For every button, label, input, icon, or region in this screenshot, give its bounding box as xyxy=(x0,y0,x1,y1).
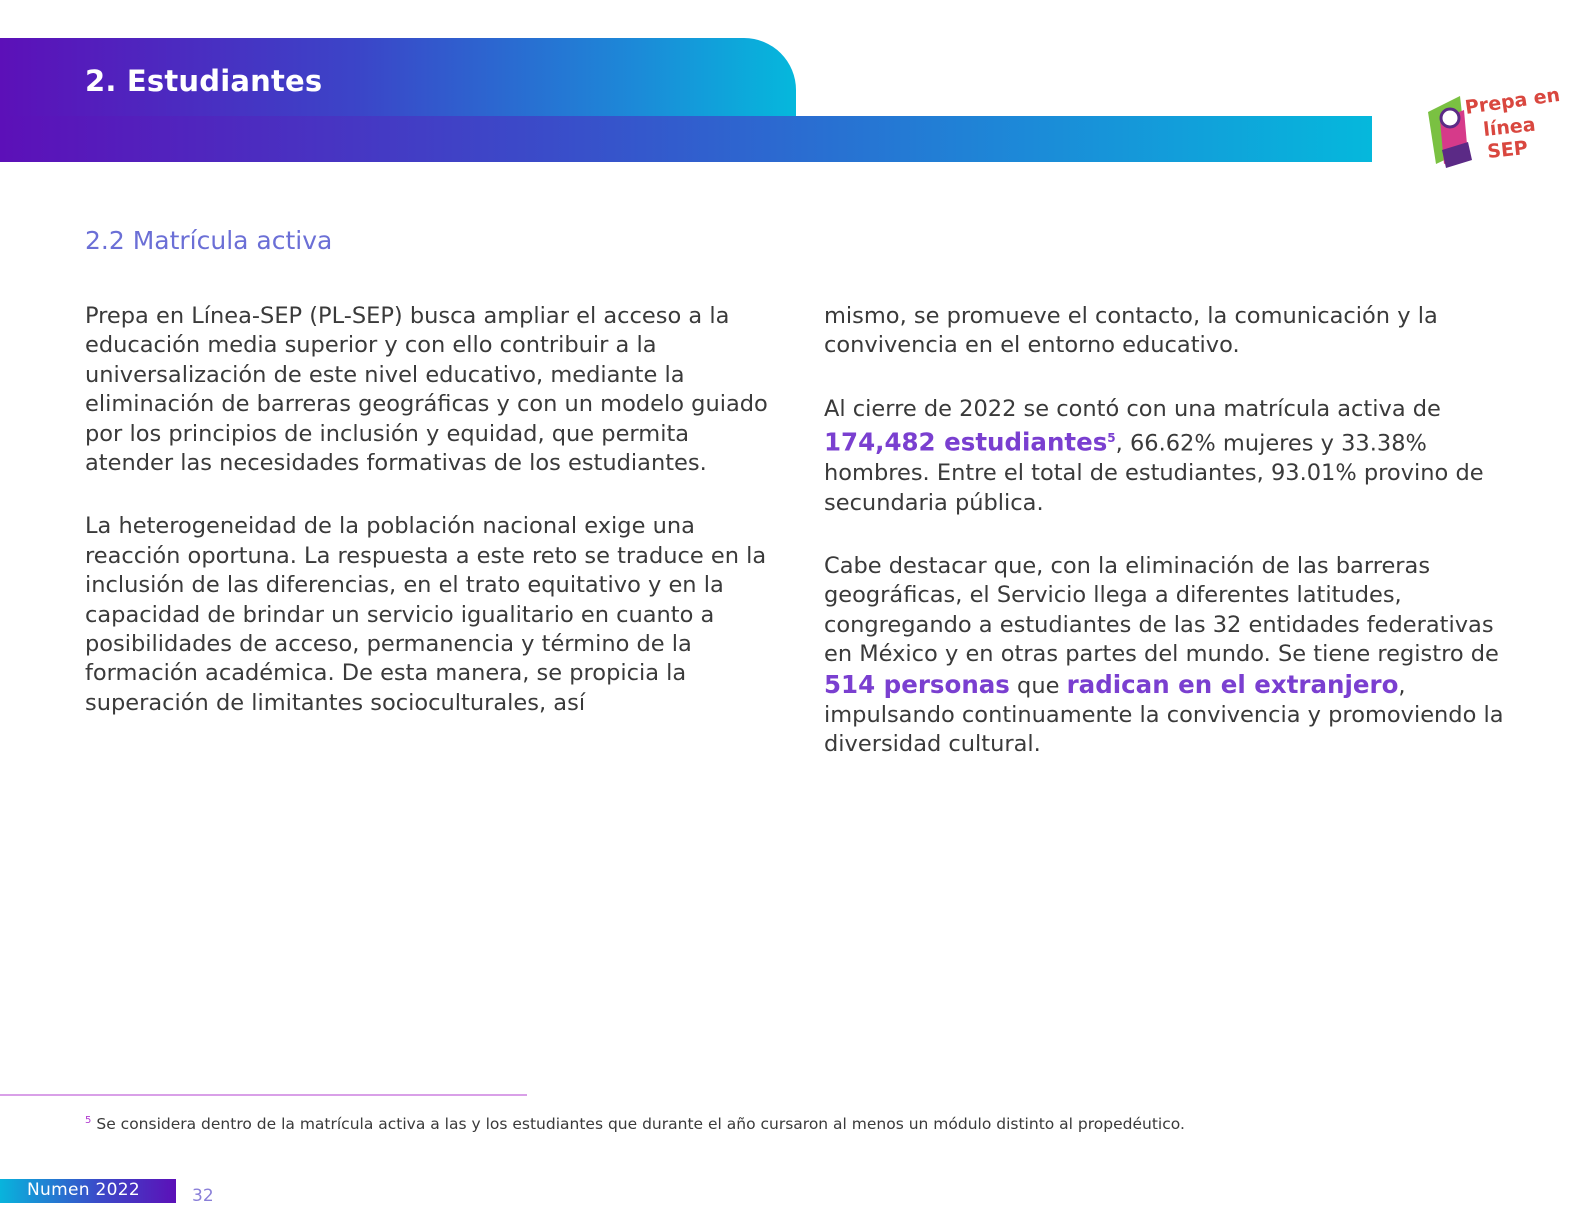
highlight-enrollment-count: 174,482 estudiantes xyxy=(824,427,1108,457)
footnote xyxy=(85,1115,1185,1133)
footnote-reference: 5 xyxy=(1107,431,1116,446)
footnote-mark: 5 xyxy=(85,1115,92,1126)
logo-line-1: Prepa en xyxy=(1463,83,1562,119)
highlight-persons-count: 514 personas xyxy=(824,669,1010,699)
paragraph: La heterogeneidad de la población nacional exige una reacción oportuna. La respuesta a este reto se traduce en la inclusión de las diferencias, en el trato equitativo y en la capacidad de brindar un servicio igualitario en cuanto a posibilidades de acceso, permanencia y término de la formación académica. De esta manera, se propicia la superación de limitantes socioculturales, así xyxy=(85,513,767,716)
logo-line-2: línea xyxy=(1482,113,1537,141)
paragraph-enrollment: Al cierre de 2022 se contó con una matrícula activa de 174,482 estudiantes$^5$, 66.62% mujeres y 33.38% hombres. Entre el total de estudiantes, 93.01% provino de secundaria pública. xyxy=(824,395,1484,516)
header-band-bottom xyxy=(0,116,1372,162)
footnote-text: Se considera dentro de la matrícula activa a las y los estudiantes que durante el año cursaron al menos un módulo distinto al propedéutico. xyxy=(96,1115,1185,1134)
section-title: 2. Estudiantes xyxy=(85,64,323,98)
logo-line-3: SEP xyxy=(1486,136,1529,163)
paragraph: mismo, se promueve el contacto, la comunicación y la convivencia en el entorno educativo. xyxy=(824,303,1438,359)
paragraph: Prepa en Línea-SEP (PL-SEP) busca ampliar el acceso a la educación media superior y con ello contribuir a la universalización de este nivel educativo, mediante la eliminación de barreras geográficas y con un modelo guiado por los principios de inclusión y equidad, que permita atender las necesidades formativas de los estudiantes. xyxy=(85,303,768,477)
subsection-title: 2.2 Matrícula activa xyxy=(85,226,333,255)
highlight-abroad: radican en el extranjero xyxy=(1066,669,1399,699)
footer-label: Numen 2022 xyxy=(27,1180,140,1200)
footnote-divider xyxy=(0,1094,527,1096)
paragraph-abroad: Cabe destacar que, con la eliminación de las barreras geográficas, el Servicio llega a diferentes latitudes, congregando a estudiantes de las 32 entidades federativas en México y en otras partes del mundo. Se tiene registro de 514 personas que radican en el extranjero, impulsando continuamente la convivencia y promoviendo la diversidad cultural. xyxy=(824,552,1504,758)
right-column xyxy=(824,302,1512,794)
page-number: 32 xyxy=(192,1186,214,1206)
left-column xyxy=(85,302,770,752)
prepa-en-linea-sep-logo xyxy=(1426,83,1562,172)
